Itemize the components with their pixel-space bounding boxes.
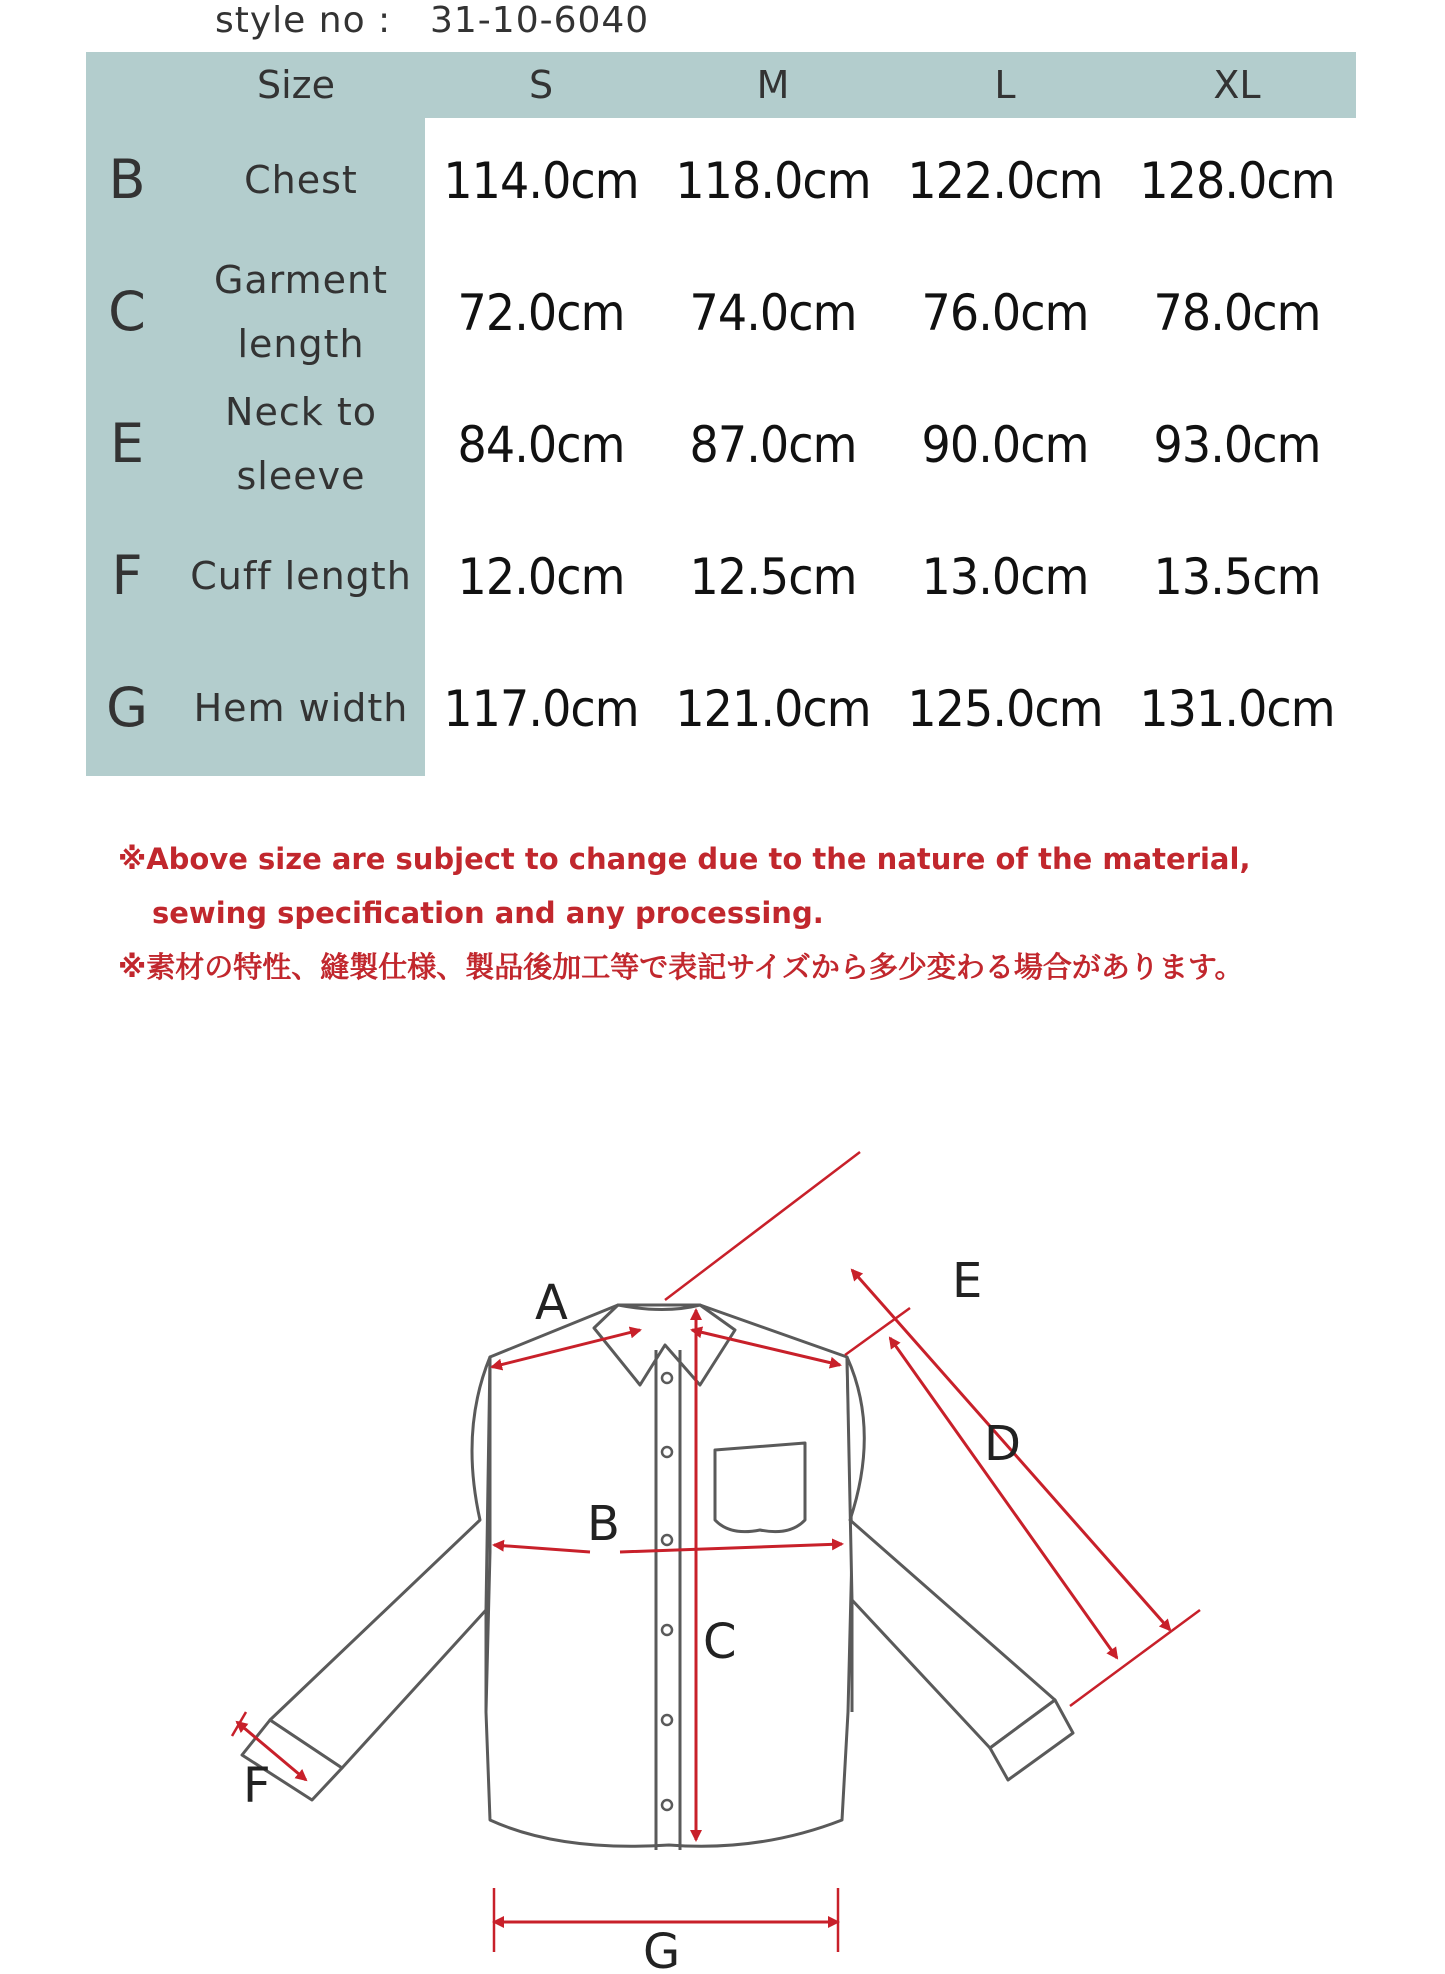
chest-pocket xyxy=(715,1443,805,1532)
label-g: G xyxy=(643,1924,681,1970)
row-label-chest: Chest xyxy=(244,158,358,202)
label-d: D xyxy=(984,1416,1021,1472)
style-number-label: style no : xyxy=(215,0,392,41)
label-e: E xyxy=(952,1253,983,1309)
button-3 xyxy=(662,1535,672,1545)
row-letter-b: B xyxy=(108,148,146,211)
row-letter-e: E xyxy=(109,412,145,475)
row-letter-f: F xyxy=(111,544,143,607)
style-number-value: 31-10-6040 xyxy=(430,0,650,41)
chest-xl: 128.0cm xyxy=(1139,152,1335,210)
length-m: 74.0cm xyxy=(689,284,857,342)
row-label-garment-line2: length xyxy=(237,322,365,366)
row-label-hem: Hem width xyxy=(193,686,409,730)
length-xl: 78.0cm xyxy=(1153,284,1321,342)
hem-m: 121.0cm xyxy=(675,680,871,738)
note-japanese: ※素材の特性、縫製仕様、製品後加工等で表記サイズから多少変わる場合があります。 xyxy=(118,950,1244,984)
row-letter-c: C xyxy=(108,280,146,343)
cuff-l: 13.0cm xyxy=(921,548,1089,606)
guide-f-left xyxy=(232,1712,246,1736)
size-table xyxy=(86,52,1356,776)
note-english-line2: sewing specification and any processing. xyxy=(152,896,824,930)
button-5 xyxy=(662,1715,672,1725)
neck-sleeve-xl: 93.0cm xyxy=(1153,416,1321,474)
hem-l: 125.0cm xyxy=(907,680,1103,738)
guide-d-top xyxy=(845,1308,910,1355)
shirt-diagram-svg xyxy=(0,1100,1445,1970)
right-sleeve xyxy=(847,1357,1055,1748)
guide-e-top xyxy=(665,1152,860,1300)
button-1 xyxy=(662,1373,672,1383)
label-b: B xyxy=(587,1496,620,1552)
row-label-neck-line2: sleeve xyxy=(236,454,366,498)
chest-s: 114.0cm xyxy=(443,152,639,210)
hem-xl: 131.0cm xyxy=(1139,680,1335,738)
shirt-outline xyxy=(242,1305,1073,1850)
row-label-cuff: Cuff length xyxy=(190,554,412,598)
row-label-neck-line1: Neck to xyxy=(225,390,377,434)
note-english-line1: ※Above size are subject to change due to the nature of the material, xyxy=(118,842,1251,876)
chest-l: 122.0cm xyxy=(907,152,1103,210)
row-letter-g: G xyxy=(106,676,148,739)
size-header: Size xyxy=(256,63,335,107)
shirt-body xyxy=(486,1305,852,1846)
size-col-xl: XL xyxy=(1213,63,1261,107)
neck-sleeve-s: 84.0cm xyxy=(457,416,625,474)
cuff-s: 12.0cm xyxy=(457,548,625,606)
left-sleeve xyxy=(270,1357,490,1768)
measurement-diagram xyxy=(0,1100,1445,1970)
length-s: 72.0cm xyxy=(457,284,625,342)
label-c: C xyxy=(703,1614,737,1670)
cuff-xl: 13.5cm xyxy=(1153,548,1321,606)
size-col-s: S xyxy=(528,63,554,107)
label-a: A xyxy=(535,1275,568,1331)
size-col-l: L xyxy=(994,63,1016,107)
style-number xyxy=(215,0,649,42)
neck-sleeve-m: 87.0cm xyxy=(689,416,857,474)
row-label-garment-line1: Garment xyxy=(213,258,389,302)
cuff-m: 12.5cm xyxy=(689,548,857,606)
button-4 xyxy=(662,1625,672,1635)
hem-s: 117.0cm xyxy=(443,680,639,738)
size-notes xyxy=(118,832,1250,994)
length-l: 76.0cm xyxy=(921,284,1089,342)
button-2 xyxy=(662,1447,672,1457)
neck-sleeve-l: 90.0cm xyxy=(921,416,1089,474)
size-col-m: M xyxy=(756,63,790,107)
guide-de-bottom xyxy=(1070,1610,1200,1706)
label-f: F xyxy=(243,1758,271,1814)
chest-m: 118.0cm xyxy=(675,152,871,210)
button-6 xyxy=(662,1800,672,1810)
